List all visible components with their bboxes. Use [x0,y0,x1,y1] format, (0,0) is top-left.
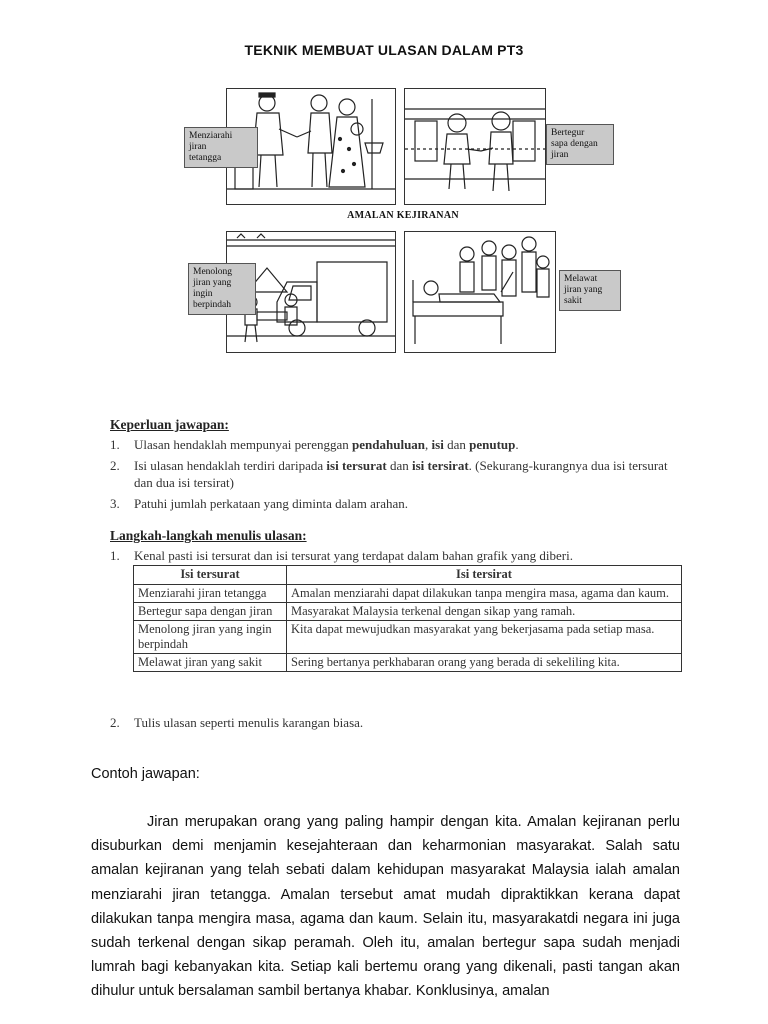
callout-greeting-neighbours: Bertegur sapa dengan jiran [546,124,614,165]
step-1: 1. Kenal pasti isi tersurat dan isi tersurat yang terdapat dalam bahan grafik yang diberi. [110,548,573,563]
table-cell: Sering bertanya perkhabaran orang yang berada di sekeliling kita. [287,654,682,672]
illustration-caption: AMALAN KEJIRANAN [347,210,459,221]
callout-visiting-sick-neighbour: Melawat jiran yang sakit [559,270,621,311]
panel-greeting-neighbours [404,88,546,205]
steps-heading: Langkah-langkah menulis ulasan: [110,528,307,543]
requirement-item: 1. Ulasan hendaklah mempunyai perenggan pendahuluan, isi dan penutup. [110,437,519,452]
example-label: Contoh jawapan: [91,766,200,782]
panel-visiting-sick-neighbour [404,231,556,353]
step-2: 2. Tulis ulasan seperti menulis karangan biasa. [110,715,364,730]
table-cell: Amalan menziarahi dapat dilakukan tanpa mengira masa, agama dan kaum. [287,585,682,603]
requirement-item: 2. Isi ulasan hendaklah terdiri daripada isi tersurat dan isi tersirat. (Sekurang-kurangnya dua isi tersurat dan dua isi tersirat) [110,458,668,490]
table-header-row [134,566,682,585]
table-cell: Masyarakat Malaysia terkenal dengan sikap yang ramah. [287,603,682,621]
table-row [134,654,682,672]
requirements-heading: Keperluan jawapan: [110,417,229,432]
table-row [134,585,682,603]
table-cell: Melawat jiran yang sakit [134,654,287,672]
requirement-item: 3. Patuhi jumlah perkataan yang diminta dalam arahan. [110,496,408,511]
table-row [134,603,682,621]
table-cell: Menziarahi jiran tetangga [134,585,287,603]
document-title: TEKNIK MEMBUAT ULASAN DALAM PT3 [244,42,524,58]
example-paragraph: Jiran merupakan orang yang paling hampir dengan kita. Amalan kejiranan perlu disuburkan demi menjamin kesejahteraan dan keharmonian masyarakat. Salah satu amalan kejiranan yang telah sebati dalam kehidupan masyarakat Malaysia ialah amalan menziarahi jiran tetangga. Amalan tersebut amat mudah dipraktikkan kerana dapat dilakukan tanpa mengira masa, agama dan kaum. Selain itu, masyarakatdi negara ini juga sudah terkenal dengan sikap peramah. Oleh itu, amalan bertegur sapa sudah menjadi lumrah bagi kebanyakan kita. Setiap kali bertemu orang yang dikenali, pasti tangan akan dihulur untuk bersalaman sambil bertanya khabar. Konklusinya, amalan [91,814,680,1000]
callout-helping-neighbours-move: Menolong jiran yang ingin berpindah [188,263,256,315]
callout-visiting-neighbours: Menziarahi jiran tetangga [184,127,258,168]
greeting-neighbours-drawing [405,89,545,204]
table-cell: Kita dapat mewujudkan masyarakat yang bekerjasama pada setiap masa. [287,621,682,654]
column-header: Isi tersirat [287,566,682,585]
amalan-kejiranan-illustration [176,88,630,354]
table-cell: Bertegur sapa dengan jiran [134,603,287,621]
table-row [134,621,682,654]
isi-table [133,565,682,672]
requirements-list [110,436,670,512]
column-header: Isi tersurat [134,566,287,585]
visiting-sick-neighbour-drawing [405,232,555,352]
table-cell: Menolong jiran yang ingin berpindah [134,621,287,654]
